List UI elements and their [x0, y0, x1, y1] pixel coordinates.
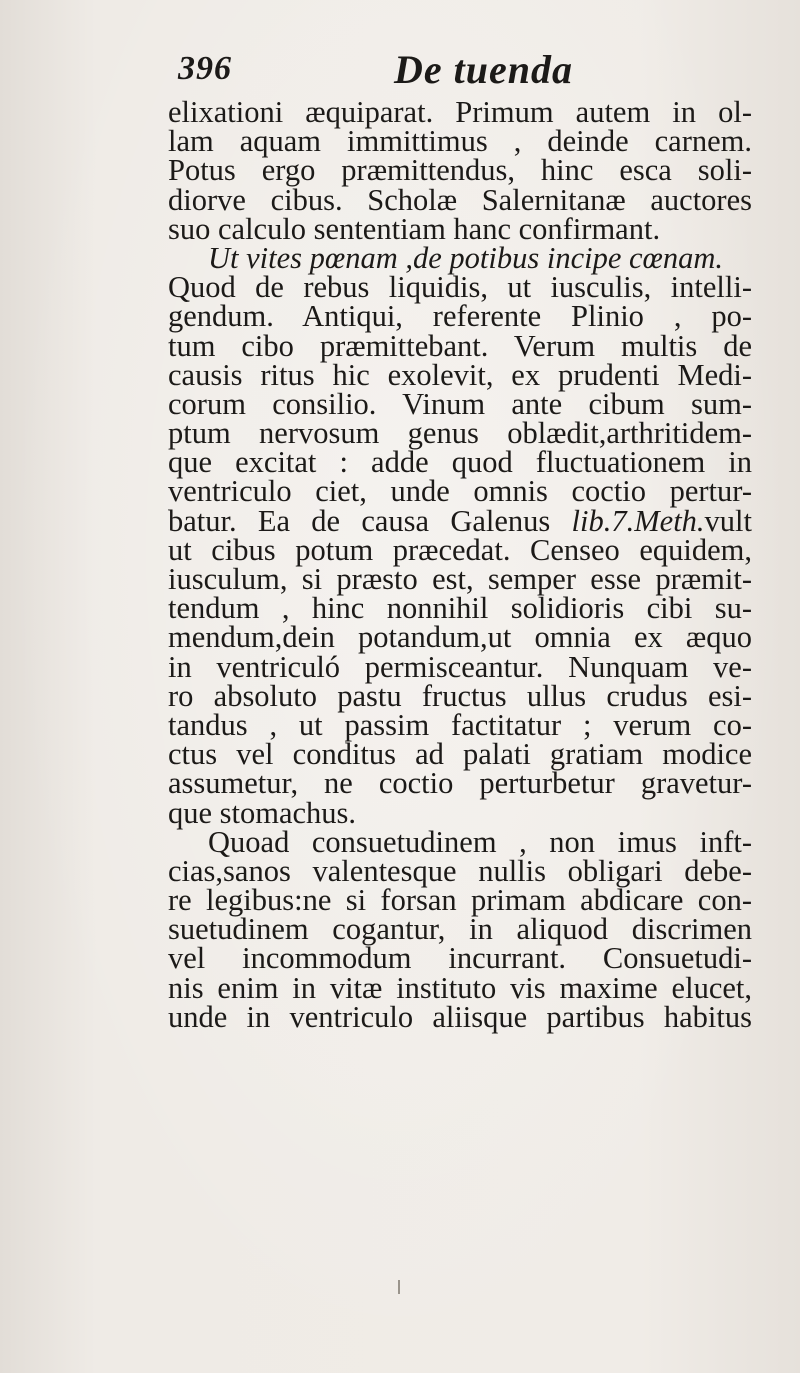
citation-lead: batur. Ea de causa Galenus	[168, 503, 551, 538]
text-line: unde in ventriculo aliisque partibus habitus	[168, 999, 752, 1034]
running-head: De tuenda	[394, 47, 573, 92]
page-body	[168, 95, 752, 1034]
text-line: Quod de rebus liquidis, ut iusculis, intelli-	[168, 270, 752, 305]
citation-ref: lib.7.Meth.	[571, 503, 705, 538]
citation-verb: vult	[704, 503, 752, 538]
ink-mark	[398, 1280, 400, 1294]
text-line: assumetur, ne coctio perturbetur gravetur-	[168, 766, 752, 801]
text-line: que excitat : adde quod fluctuationem in	[168, 445, 752, 480]
text-line: mendum,dein potandum,ut omnia ex æquo	[168, 620, 752, 655]
text-line: Potus ergo præmittendus, hinc esca soli-	[168, 153, 752, 188]
paragraph-first-line-rest: consuetudinem , non imus inft-	[311, 824, 752, 859]
text-line: causis ritus hic exolevit, ex prudenti Medi-	[168, 357, 752, 392]
text-line: ptum nervosum genus oblædit,arthritidem-	[168, 416, 752, 451]
text-line: tandus , ut passim factitatur ; verum co-	[168, 707, 752, 742]
text-line: elixationi æquiparat. Primum autem in ol-	[168, 95, 752, 129]
citation-line	[168, 503, 752, 538]
text-line: que stomachus.	[168, 795, 357, 830]
paragraph-start-line	[168, 824, 752, 859]
text-line: iusculum, si præsto est, semper esse præmit-	[168, 562, 752, 596]
text-line: diorve cibus. Scholæ Salernitanæ auctores	[168, 182, 752, 217]
text-line: suetudinem cogantur, in aliquod discrimen	[168, 912, 752, 947]
text-line: ctus vel conditus ad palati gratiam modice	[168, 737, 752, 772]
text-line: tum cibo præmittebant. Verum multis de	[168, 328, 752, 363]
text-line: gendum. Antiqui, referente Plinio , po-	[168, 299, 752, 334]
text-line: suo calculo sententiam hanc confirmant.	[168, 211, 661, 246]
text-line: lam aquam immittimus , deinde carnem.	[168, 124, 752, 159]
text-line: ventriculo ciet, unde omnis coctio pertur-	[168, 474, 752, 509]
text-line: tendum , hinc nonnihil solidioris cibi su-	[168, 591, 752, 626]
text-line: ro absoluto pastu fructus ullus crudus esi-	[168, 678, 752, 713]
verse-line: Ut vites pœnam ,de potibus incipe cœnam.	[208, 240, 724, 275]
page-header	[178, 46, 738, 96]
paragraph-first-word: Quoad	[208, 824, 290, 859]
text-line: in ventriculó permisceantur. Nunquam ve-	[168, 649, 752, 684]
text-line: nis enim in vitæ instituto vis maxime elucet,	[168, 970, 752, 1005]
text-line: vel incommodum incurrant. Consuetudi-	[168, 941, 752, 976]
text-line: ut cibus potum præcedat. Censeo equidem,	[168, 532, 752, 567]
text-line: cias,sanos valentesque nullis obligari debe-	[168, 853, 752, 888]
text-line: corum consilio. Vinum ante cibum sum-	[168, 386, 752, 421]
text-line: re legibus:ne si forsan primam abdicare con-	[168, 883, 752, 918]
page-number: 396	[178, 50, 232, 87]
